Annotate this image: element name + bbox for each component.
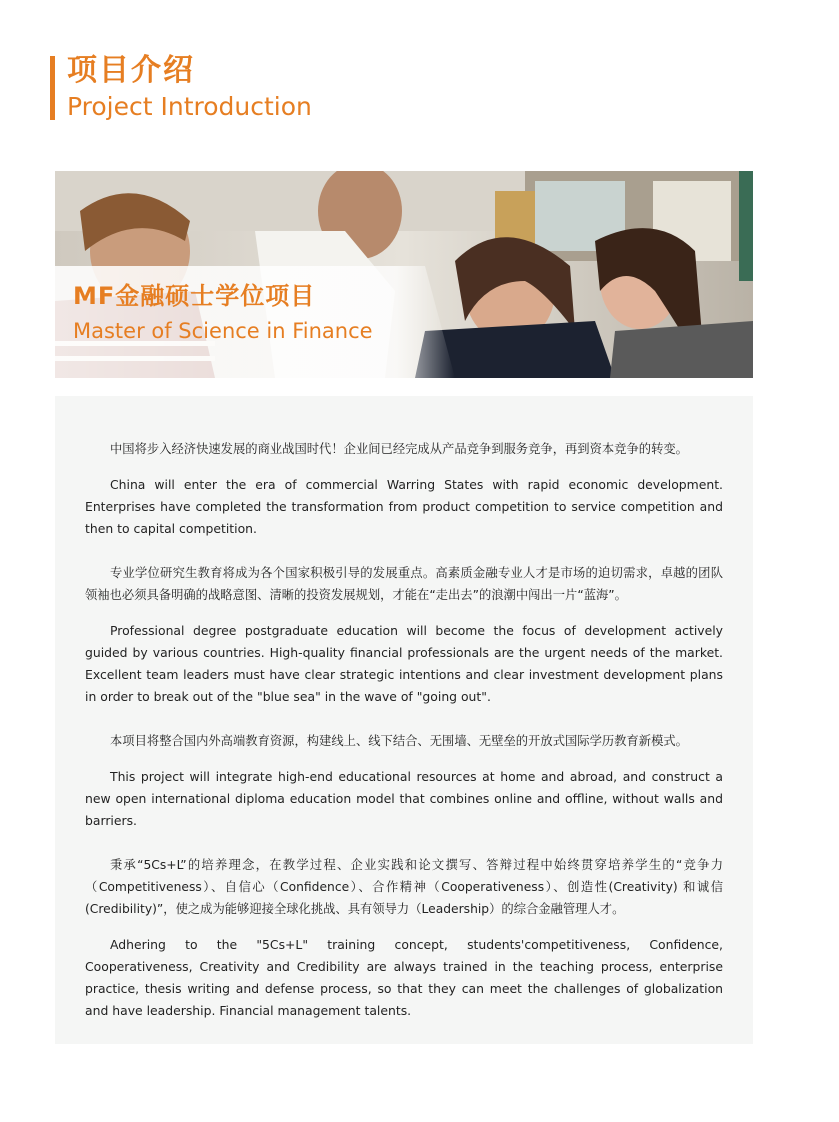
paragraph-cn-4: 秉承“5Cs+L”的培养理念，在教学过程、企业实践和论文撰写、答辩过程中始终贯穿培养学生的“竞争力（Competitiveness）、自信心（Confidence）、合作精神（Cooperativeness）、创造性(Creativity) 和诚信(Credibility)”，使之成为能够迎接全球化挑战、具有领导力（Leadership）的综合金融管理人才。 — [85, 858, 723, 916]
intro-text — [85, 438, 723, 1022]
header-accent-bar — [50, 56, 55, 120]
paragraph-en-3: This project will integrate high-end educational resources at home and abroad, and construct a new open international diploma education model that combines online and offline, without walls and barriers. — [85, 769, 723, 828]
paragraph-cn-3: 本项目将整合国内外高端教育资源，构建线上、线下结合、无围墙、无壁垒的开放式国际学历教育新模式。 — [110, 734, 688, 748]
banner-title-cn: MF金融硕士学位项目 — [73, 282, 316, 310]
banner-photo — [55, 171, 753, 378]
paragraph-cn-2: 专业学位研究生教育将成为各个国家积极引导的发展重点。高素质金融专业人才是市场的迫切需求，卓越的团队领袖也必须具备明确的战略意图、清晰的投资发展规划，才能在“走出去”的浪潮中闯出一片“蓝海”。 — [85, 566, 723, 602]
banner-title-en: Master of Science in Finance — [73, 319, 373, 343]
paragraph-en-4: Adhering to the "5Cs+L" training concept, students'competitiveness, Confidence, Cooperativeness, Creativity and Credibility are always trained in the teaching process, enterprise practice, thesis writing and defense process, so that they can meet the challenges of globalization and have leadership. Financial management talents. — [85, 937, 723, 1018]
intro-panel — [55, 396, 753, 1044]
classroom-photo — [55, 171, 753, 378]
paragraph-cn-1: 中国将步入经济快速发展的商业战国时代！企业间已经完成从产品竞争到服务竞争，再到资本竞争的转变。 — [110, 442, 688, 456]
paragraph-en-2: Professional degree postgraduate education will become the focus of development actively guided by various countries. High-quality financial professionals are the urgent needs of the market. Excellent team leaders must have clear strategic intentions and clear investment development plans in order to break out of the "blue sea" in the wave of "going out". — [85, 623, 723, 704]
paragraph-en-1: China will enter the era of commercial Warring States with rapid economic development. Enterprises have completed the transformation from product competition to service competition and then to capital competition. — [85, 477, 723, 536]
page-title-en: Project Introduction — [67, 92, 312, 121]
page-title-cn: 项目介绍 — [67, 53, 195, 88]
